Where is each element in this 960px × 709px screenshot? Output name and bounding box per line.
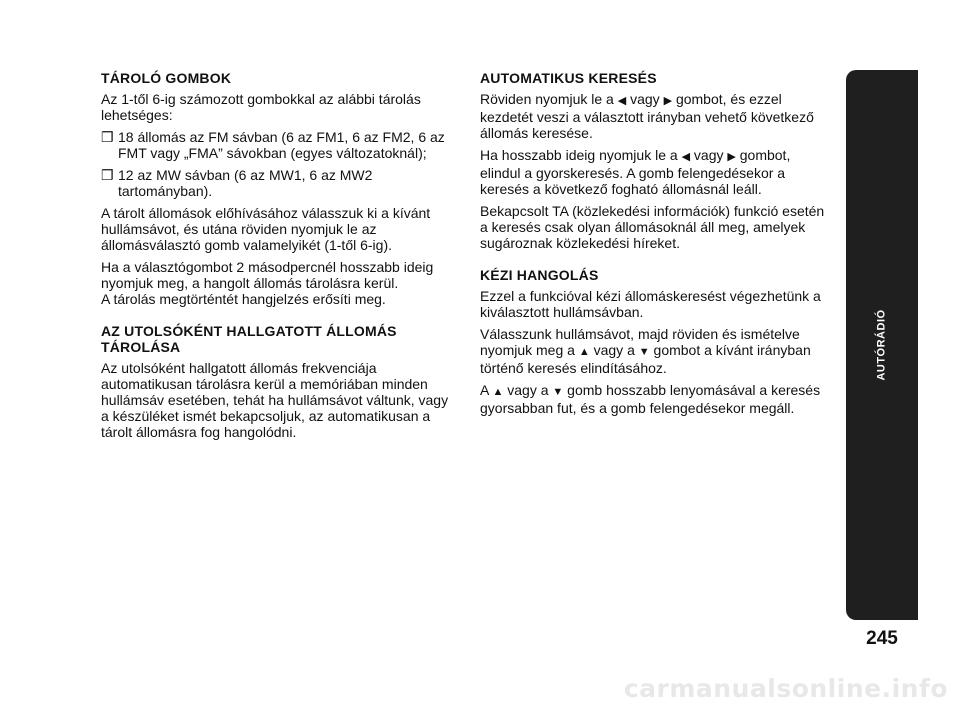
paragraph: Ezzel a funkcióval kézi állomáskeresést végezhetünk a kiválasztott hullámsávban. [480,288,821,320]
page-number: 245 [866,628,898,649]
section-heading-auto-search: AUTOMATIKUS KERESÉS [480,70,657,86]
text: A [480,382,489,398]
checkbox-bullet-icon: ❒ [101,167,114,183]
text: gombot a kívánt irányban történő keresés elindításához. [480,342,811,376]
paragraph [480,91,832,141]
text: vagy [630,91,660,107]
section-heading-preset-buttons: TÁROLÓ GOMBOK [101,70,232,86]
text: vagy a [593,342,635,358]
text: gomb hosszabb lenyomásával a keresés gyorsabban fut, és a gomb felengedésekor megáll. [480,382,821,416]
paragraph [480,382,832,416]
chapter-tab [846,70,918,620]
paragraph: Bekapcsolt TA (közlekedési információk) funkció esetén a keresés csak olyan állomásoknál áll meg, amelyek sugároznak közlekedési híreket. [480,203,825,251]
triangle-down-icon: ▼ [638,346,650,358]
right-column [480,70,832,422]
checkbox-bullet-icon: ❒ [101,129,114,145]
chapter-tab-label [846,70,918,620]
section-heading-manual-tuning: KÉZI HANGOLÁS [480,267,599,283]
bullet-item [101,129,451,161]
triangle-right-icon: ▶ [663,95,673,107]
paragraph: Az utolsóként hallgatott állomás frekvenciája automatikusan tárolásra kerül a memóriában minden hullámsáv esetében, tehát ha hullámsávot váltunk, vagy a készüléket ismét bekapcsoljuk, az automatikusan a tárolt állomásra fog hangolódni. [101,360,449,440]
chapter-tab-text: AUTÓRÁDIÓ [875,309,888,381]
triangle-up-icon: ▲ [492,386,504,398]
bullet-item [101,167,451,199]
paragraph: A tárolás megtörténtét hangjelzés erősíti meg. [101,291,386,307]
paragraph [480,147,832,197]
text: Ha hosszabb ideig nyomjuk le a [480,147,678,163]
paragraph: Ha a választógombot 2 másodpercnél hosszabb ideig nyomjuk meg, a hangolt állomás tárolásra kerül. [101,259,434,291]
text: vagy a [507,382,549,398]
section-heading-last-station: AZ UTOLSÓKÉNT HALLGATOTT ÁLLOMÁS TÁROLÁSA [101,323,397,355]
triangle-down-icon: ▼ [552,386,564,398]
text: Röviden nyomjuk le a [480,91,614,107]
left-column [101,70,451,446]
bullet-text: 12 az MW sávban (6 az MW1, 6 az MW2 tartományban). [118,167,373,199]
text: Válasszunk hullámsávot, majd röviden és ismételve nyomjuk meg a [480,326,800,358]
triangle-left-icon: ◀ [681,151,691,163]
text: gombot, elindul a gyorskeresés. A gomb felengedésekor a keresés a következő fogható állomásnál leáll. [480,147,791,197]
triangle-right-icon: ▶ [727,151,736,163]
triangle-left-icon: ◀ [617,95,627,107]
text: gombot, és ezzel kezdetét veszi a választott irányban vehető következő állomás keresése. [480,91,814,141]
watermark: carmanualsonline.info [623,674,948,703]
bullet-text: 18 állomás az FM sávban (6 az FM1, 6 az FM2, 6 az FMT vagy „FMA” sávokban (egyes változatoknál); [118,129,445,161]
paragraph: A tárolt állomások előhívásához válasszuk ki a kívánt hullámsávot, és utána röviden nyomjuk le az állomásválasztó gomb valamelyikét (1-től 6-ig). [101,205,431,253]
triangle-up-icon: ▲ [578,346,590,358]
text: vagy [693,147,724,163]
paragraph [480,326,832,376]
paragraph: Az 1-től 6-ig számozott gombokkal az alábbi tárolás lehetséges: [101,91,421,123]
